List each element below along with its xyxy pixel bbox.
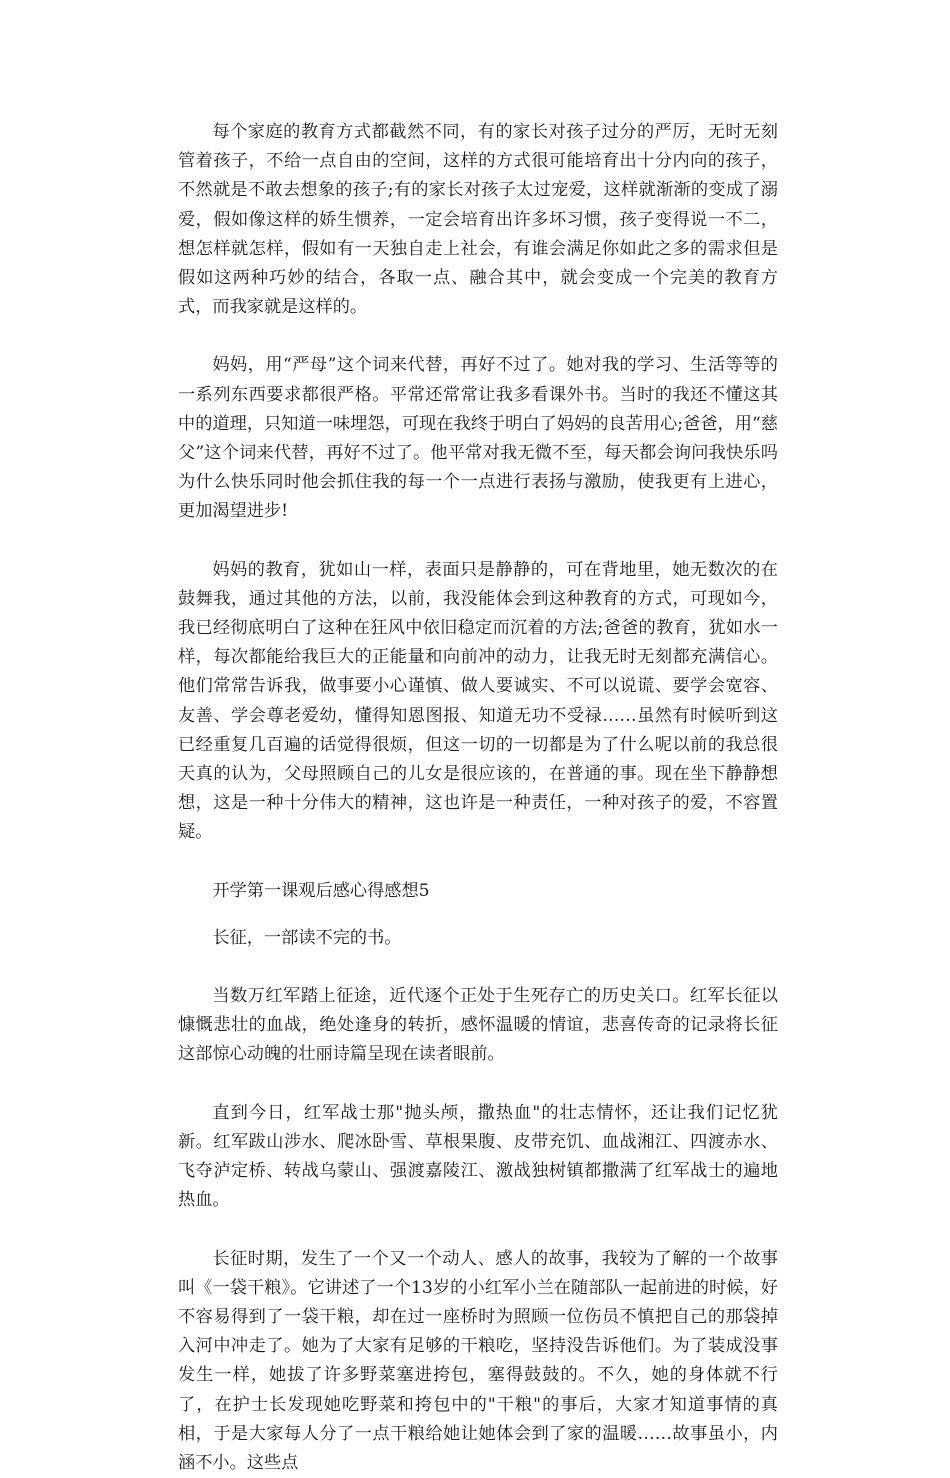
document-page xyxy=(178,118,778,1478)
paragraph: 妈妈，用“严母”这个词来代替，再好不过了。她对我的学习、生活等等的一系列东西要求都很严格。平常还常常让我多看课外书。当时的我还不懂这其中的道理，只知道一味埋怨，可现在我终于明白了妈妈的良苦用心;爸爸，用“慈父”这个词来代替，再好不过了。他平常对我无微不至，每天都会询问我快乐吗为什么快乐同时他会抓住我的每一个一点进行表扬与激励，使我更有上进心，更加渴望进步! xyxy=(178,351,778,526)
paragraph: 长征，一部读不完的书。 xyxy=(178,924,778,953)
paragraph: 妈妈的教育，犹如山一样，表面只是静静的，可在背地里，她无数次的在鼓舞我，通过其他的方法，以前，我没能体会到这种教育的方式，可现如今，我已经彻底明白了这种在狂风中依旧稳定而沉着的方法;爸爸的教育，犹如水一样，每次都能给我巨大的正能量和向前冲的动力，让我无时无刻都充满信心。他们常常告诉我，做事要小心谨慎、做人要诚实、不可以说谎、要学会宽容、友善、学会尊老爱幼，懂得知恩图报、知道无功不受禄……虽然有时候听到这已经重复几百遍的话觉得很烦，但这一切的一切都是为了什么呢以前的我总很天真的认为，父母照顾自己的儿女是很应该的，在普通的事。现在坐下静静想想，这是一种十分伟大的精神，这也许是一种责任，一种对孩子的爱，不容置疑。 xyxy=(178,556,778,848)
paragraph: 当数万红军踏上征途，近代逐个正处于生死存亡的历史关口。红军长征以慷慨悲壮的血战，绝处逢身的转折，感怀温暖的情谊，悲喜传奇的记录将长征这部惊心动魄的壮丽诗篇呈现在读者眼前。 xyxy=(178,982,778,1070)
section-heading: 开学第一课观后感心得感想5 xyxy=(178,877,778,906)
paragraph: 长征时期，发生了一个又一个动人、感人的故事，我较为了解的一个故事叫《一袋干粮》。它讲述了一个13岁的小红军小兰在随部队一起前进的时候，好不容易得到了一袋干粮，却在过一座桥时为照顾一位伤员不慎把自己的那袋掉入河中冲走了。她为了大家有足够的干粮吃，坚持没告诉他们。为了装成没事发生一样，她拔了许多野菜塞进挎包，塞得鼓鼓的。不久，她的身体就不行了，在护士长发现她吃野菜和挎包中的"干粮"的事后，大家才知道事情的真相，于是大家每人分了一点干粮给她让她体会到了家的温暖……故事虽小，内涵不小。这些点 xyxy=(178,1245,778,1478)
paragraph: 直到今日，红军战士那"抛头颅，撒热血"的壮志情怀，还让我们记忆犹新。红军跋山涉水、爬冰卧雪、草根果腹、皮带充饥、血战湘江、四渡赤水、飞夺泸定桥、转战乌蒙山、强渡嘉陵江、激战独树镇都撒满了红军战士的遍地热血。 xyxy=(178,1099,778,1216)
paragraph: 每个家庭的教育方式都截然不同，有的家长对孩子过分的严厉，无时无刻管着孩子，不给一点自由的空间，这样的方式很可能培育出十分内向的孩子，不然就是不敢去想象的孩子;有的家长对孩子太过宠爱，这样就渐渐的变成了溺爱，假如像这样的娇生惯养，一定会培育出许多坏习惯，孩子变得说一不二，想怎样就怎样，假如有一天独自走上社会，有谁会满足你如此之多的需求但是假如这两种巧妙的结合，各取一点、融合其中，就会变成一个完美的教育方式，而我家就是这样的。 xyxy=(178,118,778,322)
